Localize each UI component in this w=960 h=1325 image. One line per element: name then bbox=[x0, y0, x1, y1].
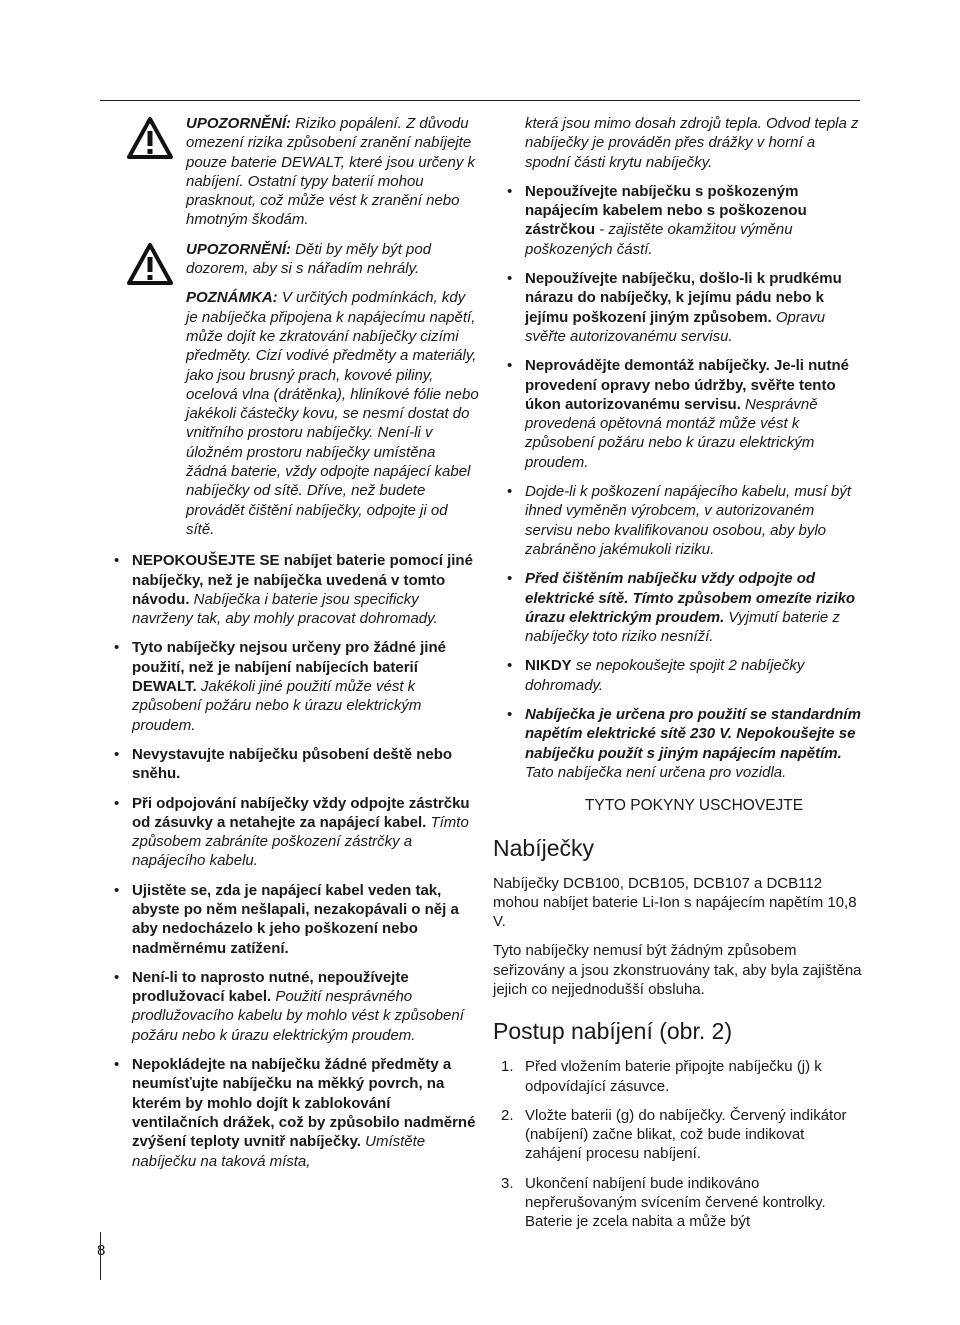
numbered-step: 2. Vložte baterii (g) do nabíječky. Červený indikátor (nabíjení) začne blikat, což bude indikovat zahájení procesu nabíjení. bbox=[501, 1106, 847, 1163]
list-item-bold: Neprovádějte demontáž nabíječky. Je-li nutné provedení opravy nebo údržby, svěřte tento úkon autorizovanému servisu. bbox=[525, 357, 849, 413]
warning-text: Riziko popálení. Z důvodu omezení rizika způsobení zranění nabíjejte pouze baterie DEWALT, které jsou určeny k nabíjení. Ostatní typy baterií mohou prasknout, což může vést k zranění nebo hmotným škodám. bbox=[186, 115, 476, 229]
numbered-step: 3. Ukončení nabíjení bude indikováno nepřerušovaným svícením červené kontrolky. Baterie je zcela nabita a může být bbox=[501, 1174, 826, 1231]
list-item-bold: Nepoužívejte nabíječku, došlo-li k prudkému nárazu do nabíječky, k jejímu pádu nebo k jejímu poškození jiným způsobem. bbox=[525, 270, 842, 326]
list-item: • Před čištěním nabíječku vždy odpojte od elektrické sítě. Tímto způsobem omezíte riziko úrazu elektrickým proudem. Vyjmutí baterie z nabíječky toto riziko nesníží. bbox=[507, 570, 856, 646]
warning-label: UPOZORNĚNÍ: bbox=[186, 115, 291, 132]
list-item-bold: Nabíječka je určena pro použití se standardním napětím elektrické sítě 230 V. Nepokoušejte se nabíječku použít s jiným napájecím napětím. bbox=[525, 706, 861, 762]
right-column bbox=[493, 114, 863, 1242]
list-item-bold: Nepokládejte na nabíječku žádné předměty a neumísťujte nabíječku na měkký povrch, na kterém by mohlo dojít k zablokování ventilačních drážek, což by způsobilo nadměrné zvýšení teploty uvnitř nabíječky. bbox=[132, 1056, 476, 1151]
list-item: • Neprovádějte demontáž nabíječky. Je-li nutné provedení opravy nebo údržby, svěřte tento úkon autorizovanému servisu. Nesprávně provedená opětovná montáž může vést k způsobení požáru nebo k úrazu elektrickým proudem. bbox=[507, 357, 849, 471]
paragraph: Nabíječky DCB100, DCB105, DCB107 a DCB112 mohou nabíjet baterie Li-Ion s napájecím napětím 10,8 V. bbox=[493, 874, 857, 931]
list-item: • Při odpojování nabíječky vždy odpojte zástrčku od zásuvky a netahejte za napájecí kabel. Tímto způsobem zabráníte poškození zástrčky a napájecího kabelu. bbox=[114, 794, 470, 870]
list-item-text: - zajistěte okamžitou výměnu poškozených částí. bbox=[525, 221, 793, 258]
list-item: • NEPOKOUŠEJTE SE nabíjet baterie pomocí jiné nabíječky, než je nabíječka uvedená v tomto návodu. Nabíječka i baterie jsou specificky navrženy tak, aby mohly pracovat dohromady. bbox=[114, 552, 473, 628]
list-item-text: Dojde-li k poškození napájecího kabelu, musí být ihned vyměněn výrobcem, v autorizovaném servisu nebo kvalifikovanou osobou, aby bylo zabráněno jakémukoli riziku. bbox=[525, 483, 852, 558]
list-item-bold: NEPOKOUŠEJTE SE nabíjet baterie pomocí jiné nabíječky, než je nabíječka uvedená v tomto návodu. bbox=[132, 552, 473, 608]
left-column bbox=[100, 114, 480, 1181]
list-item: • Nepoužívejte nabíječku s poškozeným napájecím kabelem nebo s poškozenou zástrčkou - zajistěte okamžitou výměnu poškozených částí. bbox=[507, 182, 807, 258]
list-item-bold: Při odpojování nabíječky vždy odpojte zástrčku od zásuvky a netahejte za napájecí kabel. bbox=[132, 794, 470, 831]
list-item-text: Tímto způsobem zabráníte poškození zástrčky a napájecího kabelu. bbox=[132, 813, 469, 870]
paragraph: Tyto nabíječky nemusí být žádným způsobem seřizovány a jsou zkonstruovány tak, aby byla zajištěna jejich co nejjednodušší obsluha. bbox=[493, 942, 862, 998]
list-item: • Ujistěte se, zda je napájecí kabel veden tak, abyste po něm nešlapali, nezakopávali o něj a aby nedocházelo k jeho poškození nebo nadměrnému zatížení. bbox=[114, 881, 459, 957]
note-block bbox=[100, 288, 480, 539]
list-item-bold: Tyto nabíječky nejsou určeny pro žádné jiné použití, než je nabíjení nabíjecích baterií DEWALT. bbox=[132, 639, 446, 696]
list-item-text: Umístěte nabíječku na taková místa, bbox=[132, 1133, 426, 1170]
list-item: • Nepokládejte na nabíječku žádné předměty a neumísťujte nabíječku na měkký povrch, na kterém by mohlo dojít k zablokování ventilačních drážek, což by způsobilo nadměrné zvýšení teploty uvnitř nabíječky. Umístěte nabíječku na taková místa, bbox=[114, 1056, 476, 1170]
step-text: Ukončení nabíjení bude indikováno nepřerušovaným svícením červené kontrolky. Baterie je zcela nabita a může být bbox=[525, 1174, 826, 1231]
warning-burn bbox=[100, 114, 480, 230]
list-item-text: Tato nabíječka není určena pro vozidla. bbox=[525, 763, 787, 781]
continuation-text: která jsou mimo dosah zdrojů tepla. Odvod tepla z nabíječky je prováděn přes drážky v horní a spodní části krytu nabíječky. bbox=[525, 115, 859, 171]
list-item-bold: Nepoužívejte nabíječku s poškozeným napájecím kabelem nebo s poškozenou zástrčkou bbox=[525, 182, 807, 239]
warning-triangle-icon bbox=[126, 116, 174, 160]
section-title-charging: Postup nabíjení (obr. 2) bbox=[493, 1018, 733, 1045]
list-item: • Nevystavujte nabíječku působení deště nebo sněhu. bbox=[114, 745, 453, 783]
list-item: • Tyto nabíječky nejsou určeny pro žádné jiné použití, než je nabíjení nabíjecích baterií DEWALT. Jakékoli jiné použití může vést k způsobení požáru nebo k úrazu elektrickým proudem. bbox=[114, 639, 446, 734]
list-item-bold: Před čištěním nabíječku vždy odpojte od elektrické sítě. Tímto způsobem omezíte riziko úrazu elektrickým proudem. bbox=[525, 570, 856, 626]
section-title-chargers: Nabíječky bbox=[493, 834, 594, 861]
list-item-text: Nabíječka i baterie jsou specificky navrženy tak, aby mohly pracovat dohromady. bbox=[132, 590, 438, 628]
list-item: • Nepoužívejte nabíječku, došlo-li k prudkému nárazu do nabíječky, k jejímu pádu nebo k jejímu poškození jiným způsobem. Opravu svěřte autorizovanému servisu. bbox=[507, 270, 842, 345]
list-item-text: Opravu svěřte autorizovanému servisu. bbox=[525, 308, 826, 345]
page-number: 8 bbox=[97, 1242, 106, 1259]
warning-label: UPOZORNĚNÍ: bbox=[186, 240, 291, 258]
numbered-step: 1. Před vložením baterie připojte nabíječku (j) k odpovídající zásuvce. bbox=[501, 1058, 822, 1095]
list-item: • Není-li to naprosto nutné, nepoužívejte prodlužovací kabel. Použití nesprávného prodlužovacího kabelu by mohlo vést k způsobení požáru nebo k úrazu elektrickým proudem. bbox=[114, 968, 464, 1044]
list-item-text: Vyjmutí baterie z nabíječky toto riziko nesníží. bbox=[525, 608, 840, 646]
list-item-text: Jakékoli jiné použití může vést k způsobení požáru nebo k úrazu elektrickým proudem. bbox=[132, 678, 422, 734]
list-item-bold: Ujistěte se, zda je napájecí kabel veden tak, abyste po něm nešlapali, nezakopávali o něj a aby nedocházelo k jeho poškození nebo nadměrnému zatížení. bbox=[132, 881, 459, 957]
note-text-2: Cizí vodivé předměty a materiály, jako jsou brusný prach, kovové piliny, ocelová vlna (drátěnka), hliníkové fólie nebo jakékoli částečky kovu, se nesmí dostat do vnitřního prostoru nabíječky. Není-li v úložném prostoru nabíječky umístěna žádná baterie, vždy odpojte napájecí kabel nabíječky od sítě. Dříve, než budete provádět čištění nabíječky, odpojte ji od sítě. bbox=[186, 347, 479, 538]
warning-triangle-icon bbox=[126, 242, 174, 286]
list-item-text: se nepokoušejte spojit 2 nabíječky dohromady. bbox=[525, 657, 805, 694]
warning-text: Děti by měly být pod dozorem, aby si s nářadím nehrály. bbox=[186, 240, 432, 278]
list-item-text: Použití nesprávného prodlužovacího kabelu by mohlo vést k způsobení požáru nebo k úrazu elektrickým proudem. bbox=[132, 988, 464, 1044]
keep-instructions-heading: TYTO POKYNY USCHOVEJTE bbox=[584, 797, 804, 815]
note-label: POZNÁMKA: bbox=[186, 289, 278, 307]
top-rule bbox=[100, 100, 860, 101]
list-item: • NIKDY se nepokoušejte spojit 2 nabíječky dohromady. bbox=[507, 657, 805, 694]
note-text: V určitých podmínkách, kdy je nabíječka připojena k napájecímu napětí, může dojít ke zkratování nabíječky cizími předměty. bbox=[186, 289, 476, 365]
list-item-bold: Není-li to naprosto nutné, nepoužívejte prodlužovací kabel. bbox=[132, 968, 409, 1006]
list-item: • Nabíječka je určena pro použití se standardním napětím elektrické sítě 230 V. Nepokoušejte se nabíječku použít s jiným napájecím napětím. Tato nabíječka není určena pro vozidla. bbox=[507, 706, 861, 781]
step-text: Vložte baterii (g) do nabíječky. Červený indikátor (nabíjení) začne blikat, což bude indikovat zahájení procesu nabíjení. bbox=[525, 1106, 847, 1163]
list-item-text: Nesprávně provedená opětovná montáž může vést k způsobení požáru nebo k úrazu elektrickým proudem. bbox=[525, 395, 818, 471]
step-text: Před vložením baterie připojte nabíječku (j) k odpovídající zásuvce. bbox=[525, 1058, 822, 1095]
list-item: • Dojde-li k poškození napájecího kabelu, musí být ihned vyměněn výrobcem, v autorizovaném servisu nebo kvalifikovanou osobou, aby bylo zabráněno jakémukoli riziku. bbox=[507, 483, 852, 558]
list-item-bold: NIKDY bbox=[525, 657, 572, 675]
list-item-bold: Nevystavujte nabíječku působení deště nebo sněhu. bbox=[132, 745, 453, 783]
warning-children bbox=[100, 240, 480, 279]
